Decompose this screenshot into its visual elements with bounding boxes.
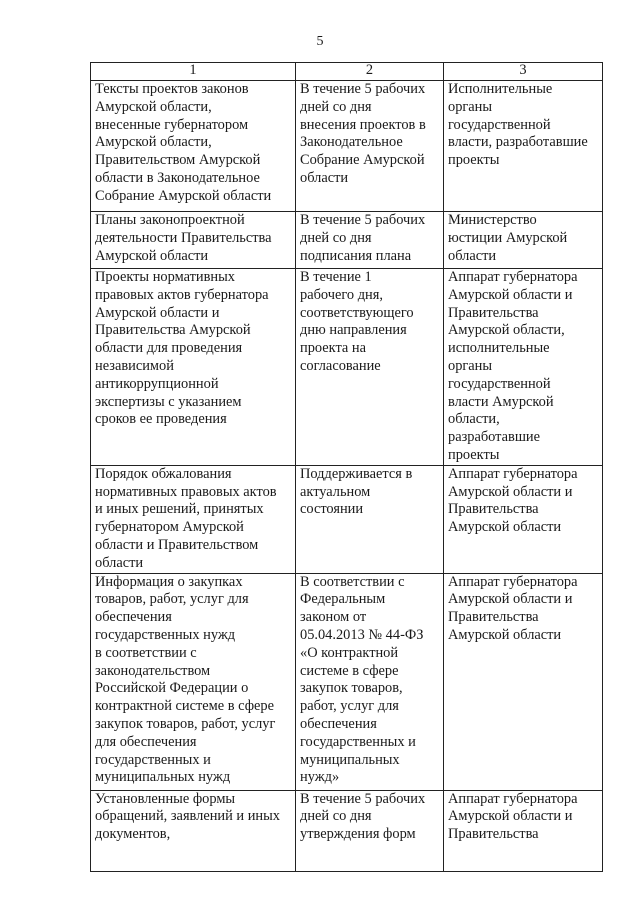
document-cell <box>91 212 296 269</box>
term-text: Поддерживается в актуальном состоянии <box>300 465 413 518</box>
table-header-row <box>91 63 603 81</box>
table-row <box>91 81 603 212</box>
page-number: 5 <box>316 34 324 49</box>
term-cell <box>296 269 444 466</box>
document-cell <box>91 81 296 212</box>
term-cell <box>296 465 444 573</box>
table-row <box>91 269 603 466</box>
table-row <box>91 573 603 790</box>
table-row <box>91 212 603 269</box>
responsible-cell <box>444 81 603 212</box>
term-cell <box>296 81 444 212</box>
term-cell <box>296 212 444 269</box>
document-text: Планы законопроектной деятельности Правительства Амурской области <box>95 212 272 264</box>
column-header-1: 1 <box>91 63 296 81</box>
responsible-cell <box>444 790 603 871</box>
term-text: В течение 5 рабочих дней со дня утверждения форм <box>300 790 426 843</box>
document-text: Тексты проектов законов Амурской области, внесенные губернатором Амурской области, Правительством Амурской области в Законодательное Собрание Амурской области <box>95 81 272 204</box>
responsible-cell <box>444 573 603 790</box>
column-header-2: 2 <box>296 63 444 81</box>
responsible-text: Министерство юстиции Амурской области <box>448 212 568 264</box>
document-cell <box>91 790 296 871</box>
responsible-cell <box>444 269 603 466</box>
responsible-text: Аппарат губернатора Амурской области и Правительства Амурской области, исполнительные органы государственной власти Амурской области, разработавшие проекты <box>448 269 578 463</box>
term-text: В течение 5 рабочих дней со дня подписания плана <box>300 212 426 264</box>
document-text: Информация о закупках товаров, работ, услуг для обеспечения государственных нужд в соответствии с законодательством Российской Федерации о контрактной системе в сфере закупок товаров, работ, услуг для обеспечения государственных и муниципальных нужд <box>95 573 276 786</box>
information-table <box>90 62 603 872</box>
document-cell <box>91 269 296 466</box>
term-cell <box>296 573 444 790</box>
responsible-text: Аппарат губернатора Амурской области и Правительства Амурской области <box>448 573 578 643</box>
document-cell <box>91 465 296 573</box>
term-text: В течение 5 рабочих дней со дня внесения проектов в Законодательное Собрание Амурской области <box>300 81 426 186</box>
table-row <box>91 465 603 573</box>
responsible-cell <box>444 212 603 269</box>
document-text: Установленные формы обращений, заявлений и иных документов, <box>95 790 280 843</box>
responsible-text: Исполнительные органы государственной власти, разработавшие проекты <box>448 81 588 169</box>
responsible-cell <box>444 465 603 573</box>
column-header-3: 3 <box>444 63 603 81</box>
table-row <box>91 790 603 871</box>
term-cell <box>296 790 444 871</box>
document-cell <box>91 573 296 790</box>
term-text: В течение 1 рабочего дня, соответствующего дню направления проекта на согласование <box>300 269 414 374</box>
document-text: Порядок обжалования нормативных правовых актов и иных решений, принятых губернатором Амурской области и Правительством области <box>95 465 277 571</box>
responsible-text: Аппарат губернатора Амурской области и Правительства Амурской области <box>448 465 578 536</box>
document-text: Проекты нормативных правовых актов губернатора Амурской области и Правительства Амурской области для проведения независимой антикоррупционной экспертизы с указанием сроков ее проведения <box>95 269 269 428</box>
term-text: В соответствии с Федеральным законом от 05.04.2013 № 44-ФЗ «О контрактной системе в сфере закупок товаров, работ, услуг для обеспечения государственных и муниципальных нужд» <box>300 573 424 786</box>
responsible-text: Аппарат губернатора Амурской области и Правительства <box>448 790 578 843</box>
